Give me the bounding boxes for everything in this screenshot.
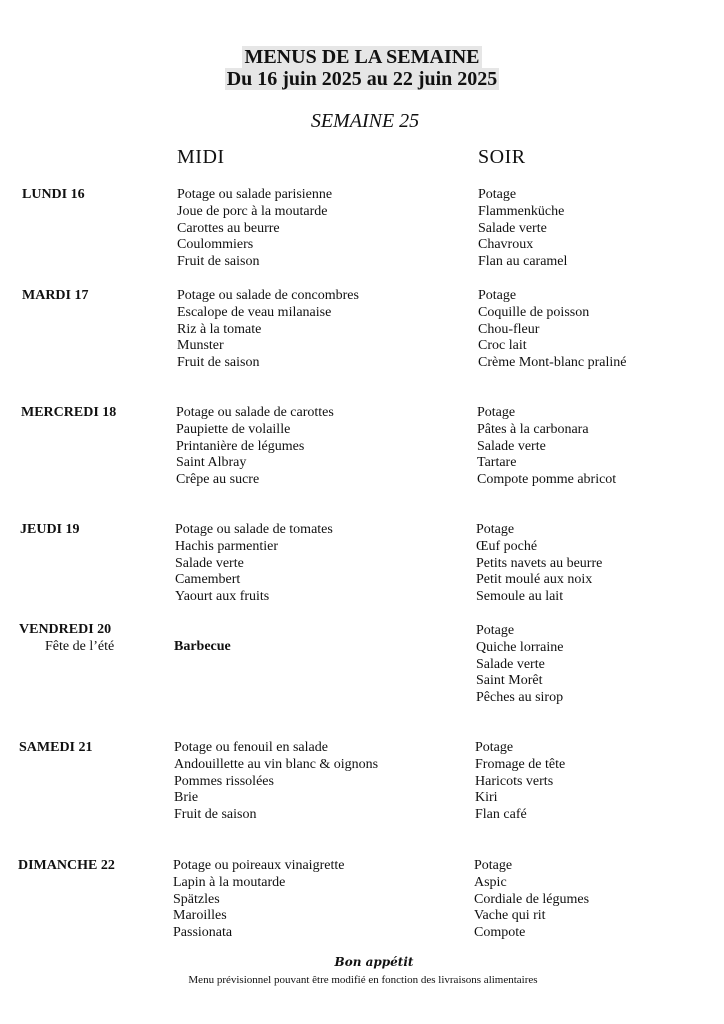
menu-item: Haricots verts (475, 773, 554, 789)
menu-item: Hachis parmentier (175, 538, 279, 554)
menu-item: Chavroux (478, 237, 534, 253)
menu-item: Maroilles (173, 908, 227, 924)
menu-item: Lapin à la moutarde (173, 874, 286, 890)
menu-item: Fruit de saison (174, 807, 257, 823)
menu-item: Potage ou poireaux vinaigrette (173, 858, 345, 873)
day-label-lundi: LUNDI 16 (22, 187, 85, 202)
day-label-vendredi: VENDREDI 20 (19, 622, 112, 637)
midi-menu-mardi (177, 288, 359, 372)
midi-menu-mercredi (176, 405, 334, 489)
page-title: MENUS DE LA SEMAINE (244, 46, 480, 68)
menu-item: Munster (177, 338, 224, 354)
menu-item: Fruit de saison (177, 355, 260, 371)
menu-item: Pâtes à la carbonara (477, 421, 589, 437)
menu-item: Œuf poché (476, 538, 538, 554)
midi-menu-samedi (174, 740, 378, 824)
menu-item: Escalope de veau milanaise (177, 304, 332, 320)
menu-item: Spätzles (173, 891, 220, 907)
menu-item: Printanière de légumes (176, 438, 305, 454)
menu-item: Chou-fleur (478, 321, 540, 337)
menu-item: Vache qui rit (474, 908, 546, 924)
menu-item: Cordiale de légumes (474, 891, 590, 907)
soir-menu-dimanche (474, 858, 589, 942)
menu-item: Riz à la tomate (177, 321, 262, 337)
menu-item: Petit moulé aux noix (476, 572, 593, 588)
midi-menu-lundi (177, 187, 332, 271)
midi-menu-vendredi (174, 639, 231, 656)
menu-item: Semoule au lait (476, 589, 564, 605)
menu-item: Potage ou salade de tomates (175, 522, 333, 537)
menu-item: Joue de porc à la moutarde (177, 203, 328, 219)
menu-item: Saint Morêt (476, 673, 543, 689)
soir-menu-lundi (478, 187, 567, 271)
menu-item: Potage (476, 522, 515, 537)
menu-item: Crème Mont-blanc praliné (478, 355, 627, 371)
soir-menu-jeudi (476, 522, 602, 606)
menu-item: Tartare (477, 455, 517, 471)
menu-item: Coulommiers (177, 237, 254, 253)
menu-item: Pommes rissolées (174, 773, 274, 789)
soir-menu-mercredi (477, 405, 616, 489)
menu-item: Potage (474, 858, 513, 873)
menu-item: Andouillette au vin blanc & oignons (174, 756, 379, 772)
menu-item: Carottes au beurre (177, 220, 280, 236)
menu-item: Compote pomme abricot (477, 472, 617, 488)
menu-item: Barbecue (174, 639, 231, 654)
menu-item: Camembert (175, 572, 241, 588)
soir-menu-vendredi (476, 623, 563, 707)
menu-item: Fromage de tête (475, 756, 566, 772)
footer-note: Menu prévisionnel pouvant être modifié en fonction des livraisons alimentaires (188, 974, 538, 986)
menu-item: Salade verte (175, 555, 244, 571)
bon-appetit-greeting: Bon appétit (334, 955, 414, 969)
menu-item: Potage ou fenouil en salade (174, 740, 328, 755)
menu-item: Potage (476, 623, 515, 638)
menu-item: Potage (477, 405, 516, 420)
menu-item: Croc lait (478, 338, 527, 354)
soir-menu-samedi (475, 740, 565, 824)
menu-item: Yaourt aux fruits (175, 589, 270, 605)
menu-item: Flammenküche (478, 203, 565, 219)
menu-item: Brie (174, 790, 199, 806)
day-label-mercredi: MERCREDI 18 (21, 405, 117, 420)
menu-item: Fruit de saison (177, 254, 260, 270)
menu-item: Petits navets au beurre (476, 555, 603, 571)
menu-item: Quiche lorraine (476, 639, 564, 655)
day-label-samedi: SAMEDI 21 (19, 740, 93, 755)
menu-item: Flan au caramel (478, 254, 568, 270)
menu-item: Potage ou salade parisienne (177, 187, 333, 202)
day-event-label: Fête de l’été (45, 639, 115, 654)
menu-item: Paupiette de volaille (176, 421, 291, 437)
menu-item: Passionata (173, 925, 233, 941)
soir-menu-mardi (478, 288, 627, 372)
menu-item: Pêches au sirop (476, 690, 564, 706)
midi-menu-jeudi (175, 522, 333, 606)
day-label-dimanche: DIMANCHE 22 (18, 858, 115, 873)
menu-item: Kiri (475, 790, 498, 806)
menu-item: Potage ou salade de concombres (177, 288, 359, 303)
menu-item: Compote (474, 925, 526, 941)
day-label-jeudi: JEUDI 19 (20, 522, 80, 537)
column-header-soir: SOIR (478, 146, 526, 168)
menu-item: Coquille de poisson (478, 304, 590, 320)
menu-item: Potage (475, 740, 514, 755)
menu-item: Salade verte (476, 656, 545, 672)
menu-item: Salade verte (477, 438, 546, 454)
midi-menu-dimanche (173, 858, 344, 942)
menu-item: Salade verte (478, 220, 547, 236)
column-header-midi: MIDI (177, 146, 225, 168)
menu-item: Potage (478, 288, 517, 303)
day-label-mardi: MARDI 17 (22, 288, 89, 303)
menu-item: Potage ou salade de carottes (176, 405, 334, 420)
week-number: SEMAINE 25 (310, 110, 420, 132)
menu-item: Flan café (475, 807, 527, 823)
menu-item: Aspic (474, 874, 507, 890)
menu-item: Potage (478, 187, 517, 202)
menu-item: Crêpe au sucre (176, 472, 260, 488)
date-range: Du 16 juin 2025 au 22 juin 2025 (226, 68, 498, 90)
menu-item: Saint Albray (176, 455, 247, 471)
title-block (0, 46, 724, 90)
